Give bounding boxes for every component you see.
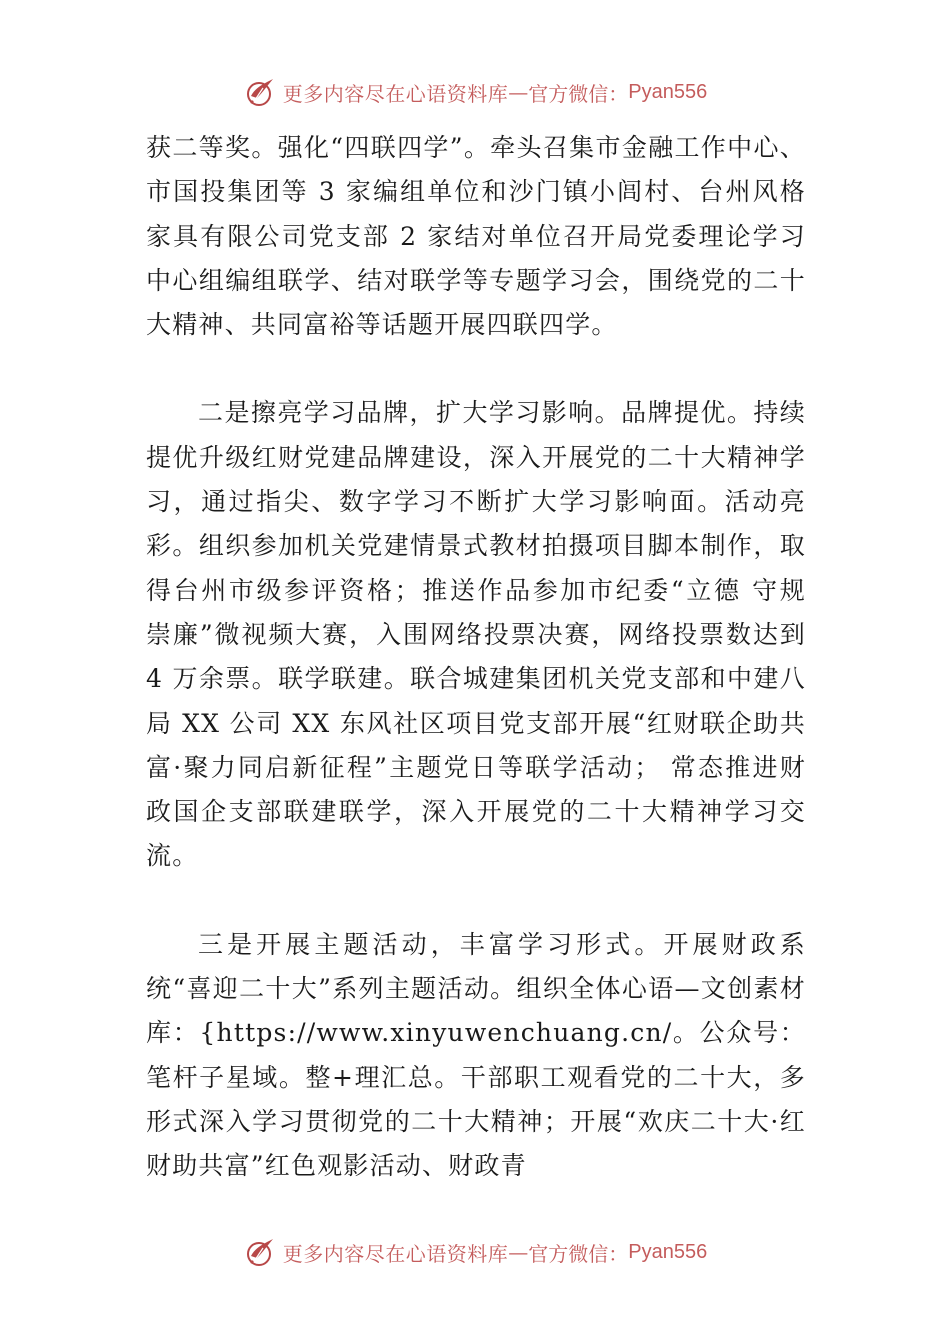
- banner-text: 更多内容尽在心语资料库: [282, 1241, 509, 1266]
- header-banner: [0, 72, 950, 112]
- footer-banner: [0, 1232, 950, 1272]
- quill-ink-logo-icon: [243, 1234, 279, 1270]
- paragraph-section-three: 三是开展主题活动，丰富学习形式。开展财政系统“喜迎二十大”系列主题活动。组织全体心语—文创素材库：{https://www.xinyuwenchuang.cn/。公众号：笔杆子星域。整+理汇总。干部职工观看党的二十大，多形式深入学习贯彻党的二十大精神；开展“欢庆二十大·红财助共富”红色观影活动、财政青: [146, 929, 806, 1181]
- paragraph-section-two: 二是擦亮学习品牌，扩大学习影响。品牌提优。持续提优升级红财党建品牌建设，深入开展党的二十大精神学习，通过指尖、数字学习不断扩大学习影响面。活动亮彩。组织参加机关党建情景式教材拍摄项目脚本制作，取得台州市级参评资格；推送作品参加市纪委“立德 守规 崇廉”微视频大赛，入围网络投票决赛，网络投票数达到 4 万余票。联学联建。联合城建集团机关党支部和中建八局 XX 公司 XX 东风社区项目党支部开展“红财联企助共富·聚力同启新征程”主题党日等联学活动； 常态推进财政国企支部联建联学，深入开展党的二十大精神学习交流。: [146, 398, 806, 871]
- document-body: [146, 126, 806, 1189]
- banner-wechat-id: Pyan556: [628, 1240, 708, 1263]
- quill-ink-logo-icon: [243, 74, 279, 110]
- banner-separator: —: [508, 80, 529, 104]
- paragraph-gap: [146, 347, 806, 391]
- banner-wechat-label: 官方微信：: [528, 81, 629, 106]
- banner-separator: —: [508, 1240, 529, 1264]
- banner-text: 更多内容尽在心语资料库: [282, 81, 509, 106]
- banner-wechat-id: Pyan556: [628, 80, 708, 103]
- paragraph-continuation: 获二等奖。强化“四联四学”。牵头召集市金融工作中心、市国投集团等 3 家编组单位和沙门镇小闾村、台州风格家具有限公司党支部 2 家结对单位召开局党委理论学习中心组编组联学、结对联学等专题学习会，围绕党的二十大精神、共同富裕等话题开展四联四学。: [146, 133, 806, 340]
- banner-wechat-label: 官方微信：: [528, 1241, 629, 1266]
- paragraph-gap: [146, 879, 806, 923]
